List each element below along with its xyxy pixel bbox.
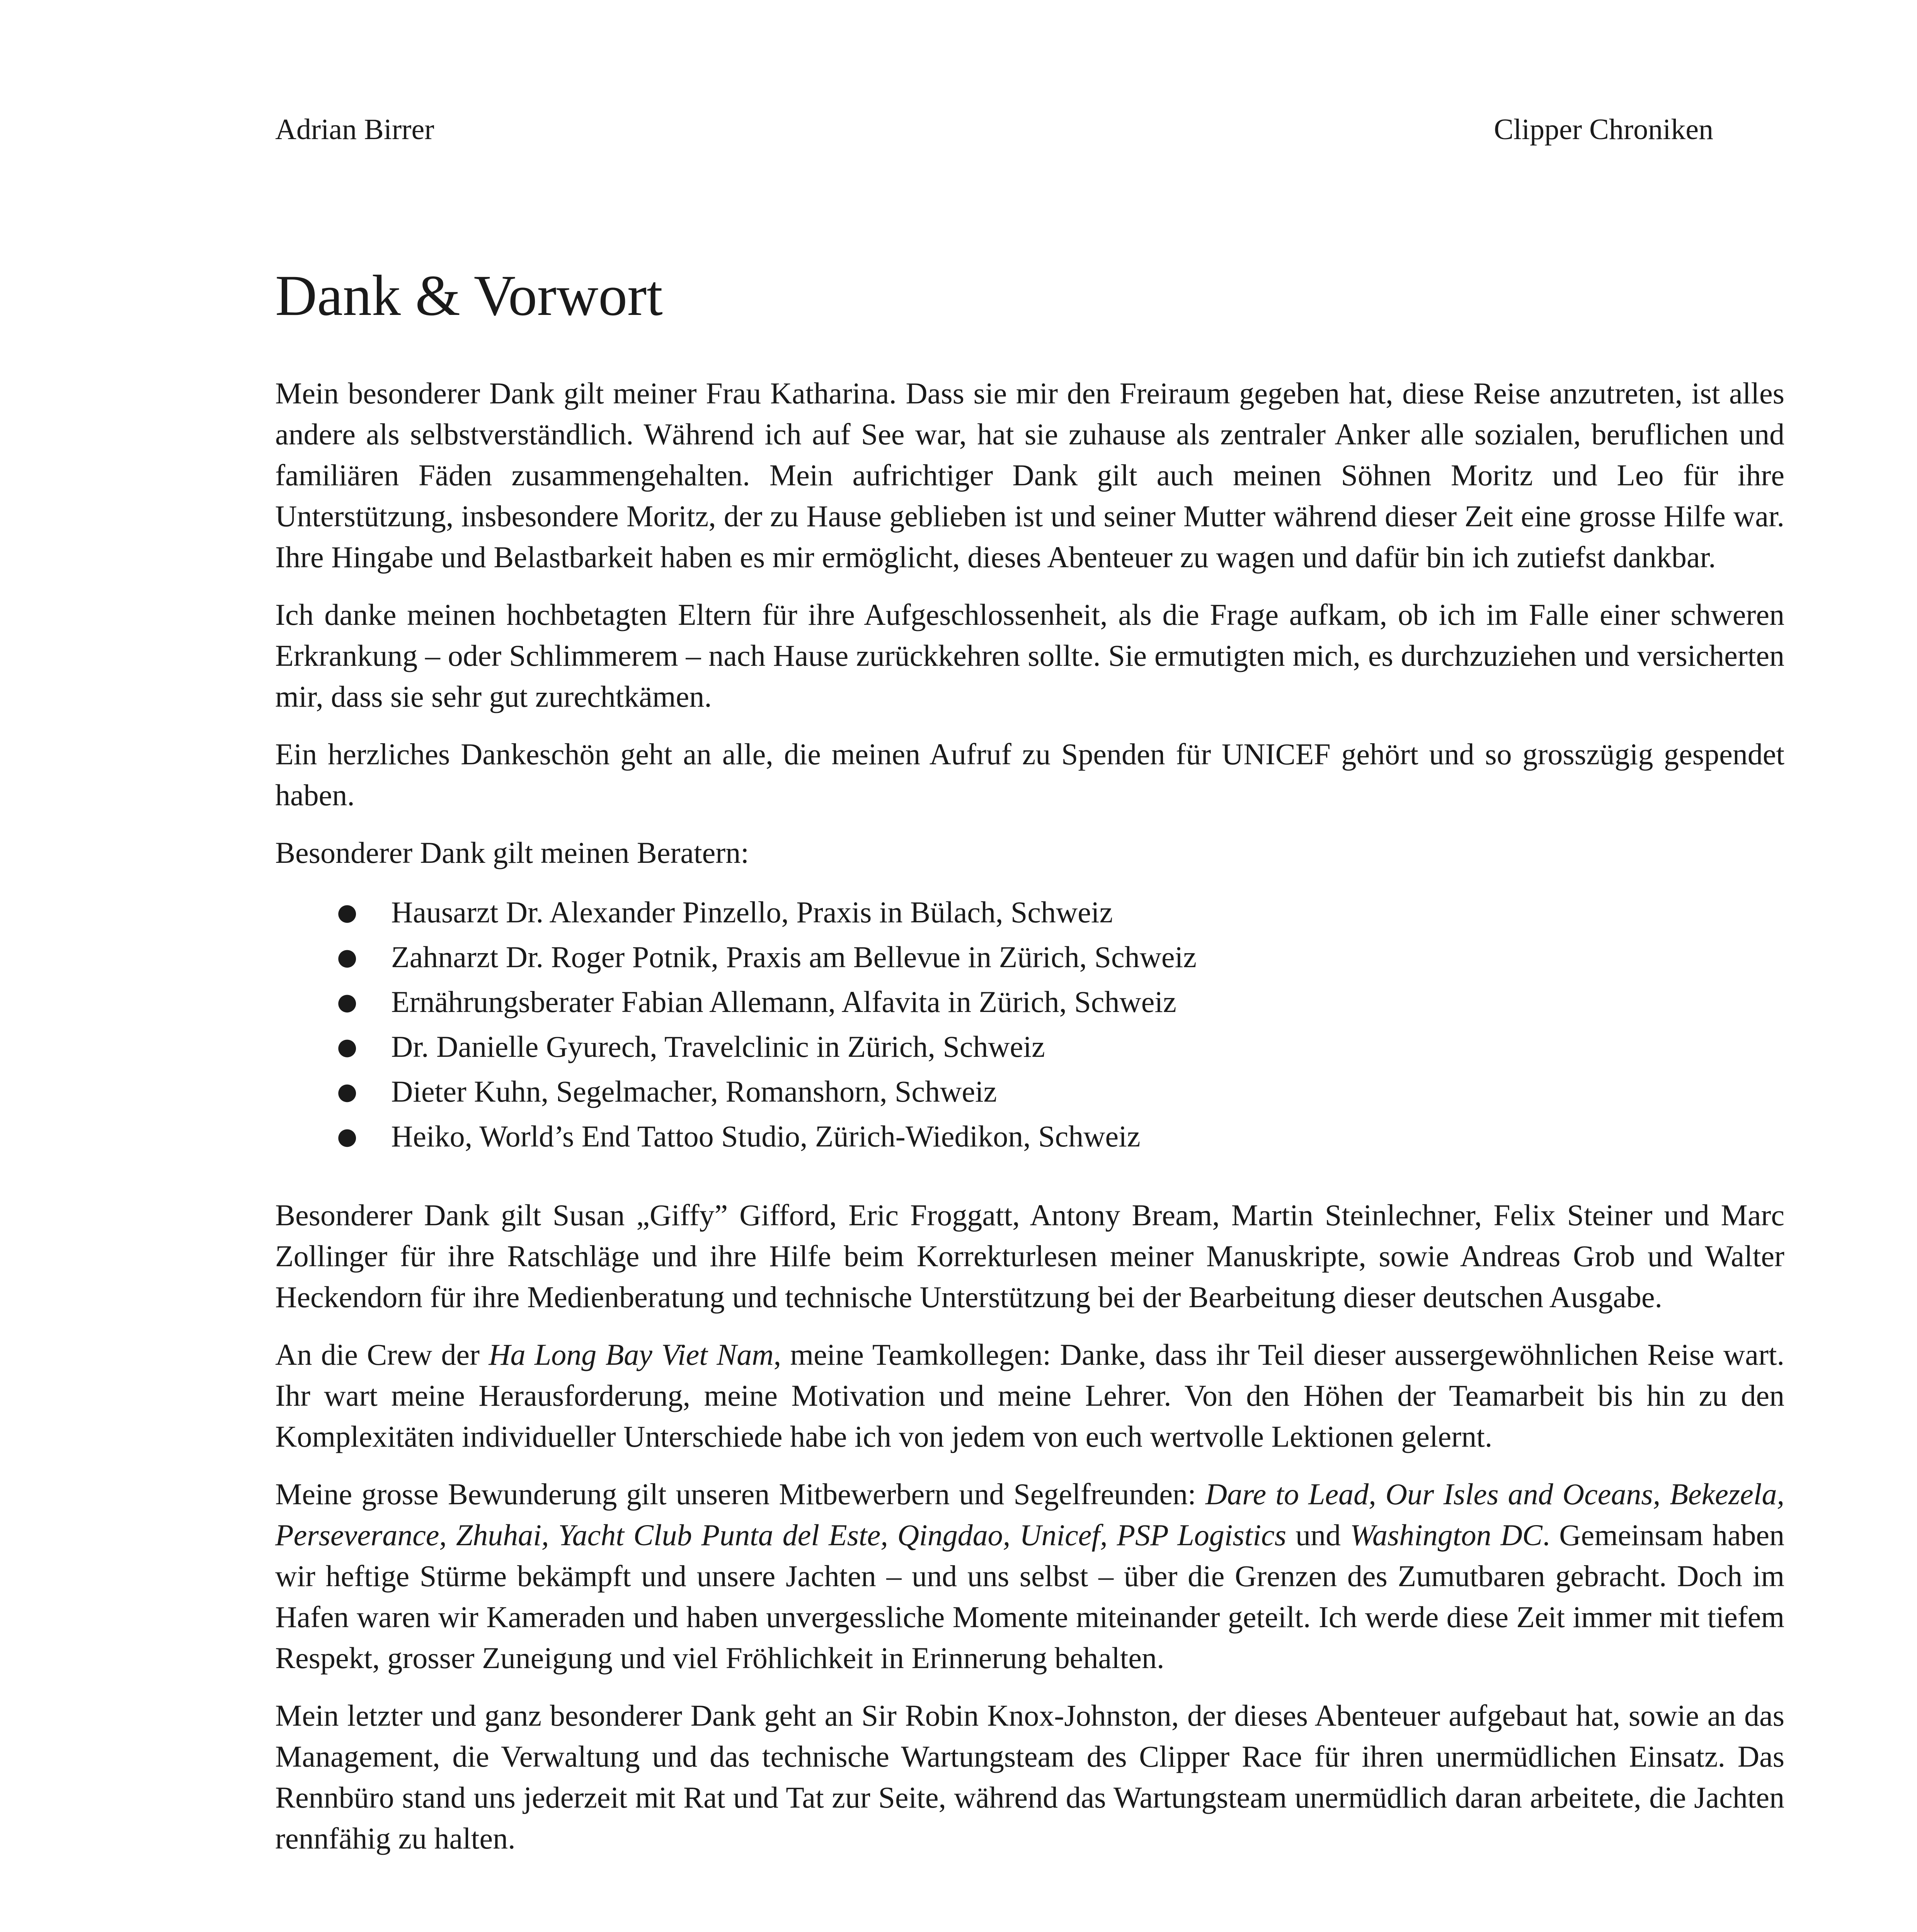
bullet-icon: ●	[337, 988, 358, 1015]
bullet-icon: ●	[337, 1078, 358, 1105]
competitors-and-text: und	[1286, 1518, 1350, 1552]
bullet-icon: ●	[337, 899, 358, 926]
boat-name-last: Washington DC	[1350, 1518, 1542, 1552]
paragraph-thanks-donors: Ein herzliches Dankeschön geht an alle, die meinen Aufruf zu Spenden für UNICEF gehört und so grosszügig gespendet haben.	[275, 737, 1784, 812]
chapter-title: Dank & Vorwort	[275, 264, 663, 328]
advisor-text: Hausarzt Dr. Alexander Pinzello, Praxis in Bülach, Schweiz	[391, 895, 1113, 929]
competitors-rest-text: . Gemeinsam haben wir heftige Stürme bekämpft und unsere Jachten – und uns selbst – über die Grenzen des Zumutbaren gebracht. Doch im Hafen waren wir Kameraden und haben unvergessliche Momente miteinander geteilt. Ich werde diese Zeit immer mit tiefem Respekt, grosser Zuneigung und viel Fröhlichkeit in Erinnerung behalten.	[275, 1518, 1785, 1675]
paragraph-thanks-crew	[275, 1334, 1784, 1457]
boat-names: Dare to Lead, Our Isles and Oceans, Bekezela, Perseverance, Zhuhai, Yacht Club Punta del Este, Qingdao, Unicef, PSP Logistics	[275, 1477, 1784, 1552]
list-item	[275, 1024, 1784, 1069]
paragraph-thanks-organizers: Mein letzter und ganz besonderer Dank geht an Sir Robin Knox-Johnston, der dieses Abenteuer aufgebaut hat, sowie an das Management, die Verwaltung und das technische Wartungsteam des Clipper Race für ihren unermüdlichen Einsatz. Das Rennbüro stand uns jederzeit mit Rat und Tat zur Seite, während das Wartungsteam unermüdlich daran arbeitete, die Jachten rennfähig zu halten.	[275, 1699, 1784, 1855]
advisor-text: Heiko, World’s End Tattoo Studio, Zürich-Wiedikon, Schweiz	[391, 1119, 1141, 1153]
advisor-text: Zahnarzt Dr. Roger Potnik, Praxis am Bellevue in Zürich, Schweiz	[391, 940, 1197, 974]
paragraph-thanks-parents: Ich danke meinen hochbetagten Eltern für ihre Aufgeschlossenheit, als die Frage aufkam, ob ich im Falle einer schweren Erkrankung – oder Schlimmerem – nach Hause zurückkehren sollte. Sie ermutigten mich, es durchzuziehen und versicherten mir, dass sie sehr gut zurechtkämen.	[275, 598, 1784, 713]
advisor-text: Dr. Danielle Gyurech, Travelclinic in Zürich, Schweiz	[391, 1030, 1045, 1063]
list-item	[275, 935, 1784, 980]
list-item	[275, 1114, 1784, 1159]
paragraph-thanks-wife: Mein besonderer Dank gilt meiner Frau Katharina. Dass sie mir den Freiraum gegeben hat, diese Reise anzutreten, ist alles andere als selbstverständlich. Während ich auf See war, hat sie zuhause als zentraler Anker alle sozialen, beruflichen und familiären Fäden zusammengehalten. Mein aufrichtiger Dank gilt auch meinen Söhnen Moritz und Leo für ihre Unterstützung, insbesondere Moritz, der zu Hause geblieben ist und seiner Mutter während dieser Zeit eine grosse Hilfe war. Ihre Hingabe und Belastbarkeit haben es mir ermöglicht, dieses Abenteuer zu wagen und dafür bin ich zutiefst dankbar.	[275, 376, 1784, 574]
paragraph-advisors-intro: Besonderer Dank gilt meinen Beratern:	[275, 836, 749, 869]
boat-name: Ha Long Bay Viet Nam	[489, 1338, 774, 1371]
competitors-intro-text: Meine grosse Bewunderung gilt unseren Mitbewerbern und Segelfreunden:	[275, 1477, 1205, 1511]
header-book-title: Clipper Chroniken	[1494, 113, 1713, 146]
advisor-text: Dieter Kuhn, Segelmacher, Romanshorn, Schweiz	[391, 1075, 997, 1108]
bullet-icon: ●	[337, 944, 358, 971]
running-header	[275, 110, 1713, 149]
bullet-icon: ●	[337, 1123, 358, 1150]
list-item	[275, 980, 1784, 1024]
advisor-text: Ernährungsberater Fabian Allemann, Alfavita in Zürich, Schweiz	[391, 985, 1176, 1019]
header-author: Adrian Birrer	[275, 113, 434, 146]
list-item	[275, 1069, 1784, 1114]
paragraph-thanks-competitors	[275, 1474, 1784, 1679]
bullet-icon: ●	[337, 1033, 358, 1060]
page-content	[275, 259, 1784, 1876]
crew-intro-text: An die Crew der	[275, 1338, 489, 1371]
advisor-list	[275, 890, 1784, 1159]
list-item	[275, 890, 1784, 935]
crew-rest-text: , meine Teamkollegen: Danke, dass ihr Teil dieser aussergewöhnlichen Reise wart. Ihr wart meine Herausforderung, meine Motivation und meine Lehrer. Von den Höhen der Teamarbeit bis hin zu den Komplexitäten individueller Unterschiede habe ich von jedem von euch wertvolle Lektionen gelernt.	[275, 1338, 1784, 1453]
paragraph-thanks-reviewers: Besonderer Dank gilt Susan „Giffy” Gifford, Eric Froggatt, Antony Bream, Martin Steinlechner, Felix Steiner und Marc Zollinger für ihre Ratschläge und ihre Hilfe beim Korrekturlesen meiner Manuskripte, sowie Andreas Grob und Walter Heckendorn für ihre Medienberatung und technische Unterstützung bei der Bearbeitung dieser deutschen Ausgabe.	[275, 1198, 1784, 1314]
